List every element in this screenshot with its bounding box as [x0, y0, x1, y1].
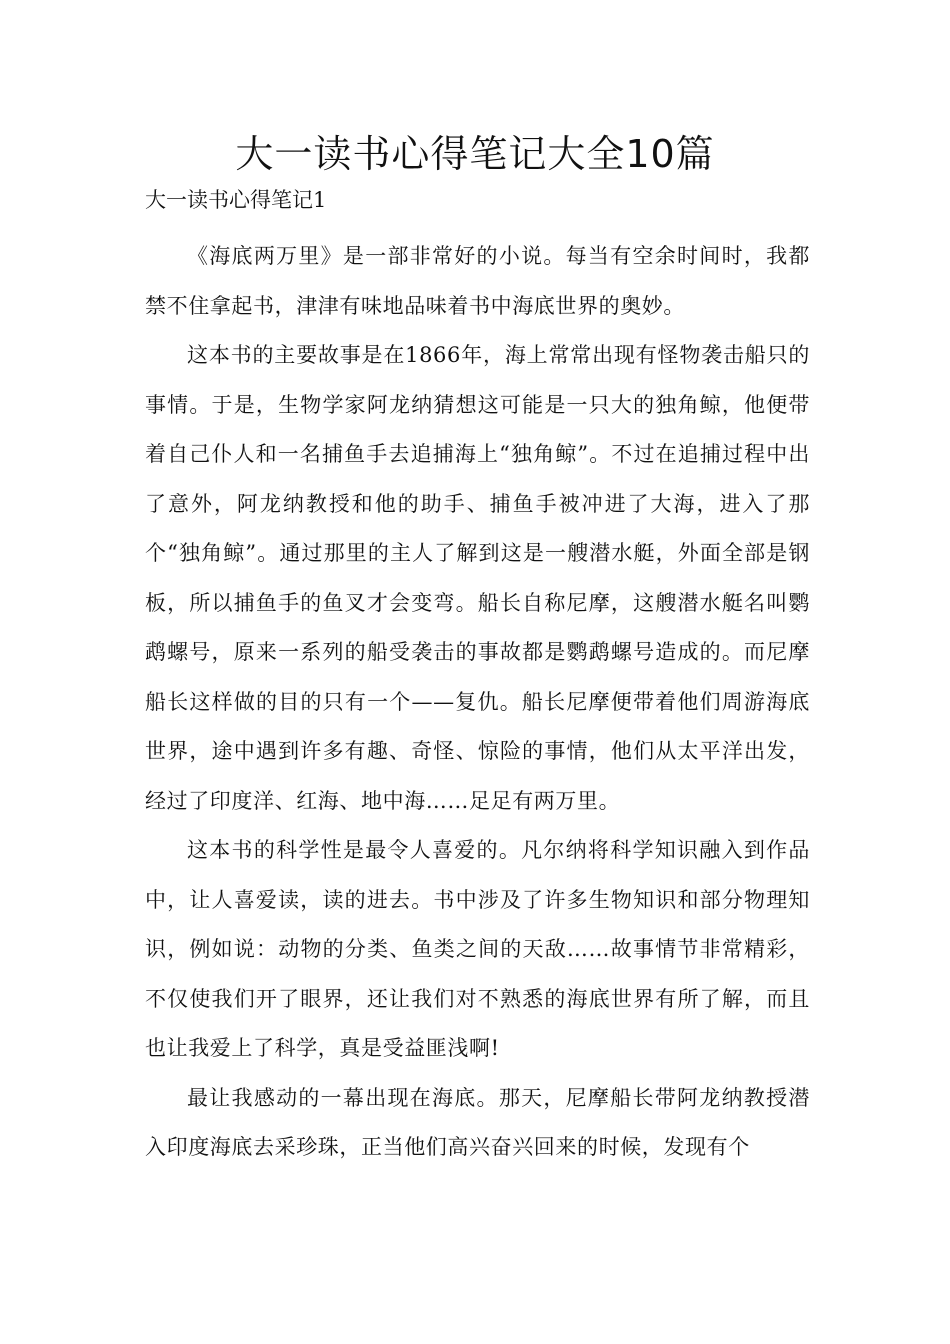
paragraph: 《海底两万里》是一部非常好的小说。每当有空余时间时，我都禁不住拿起书，津津有味地品味着书中海底世界的奥妙。 [145, 244, 810, 318]
section-heading: 大一读书心得笔记1 [145, 188, 327, 212]
paragraph: 这本书的科学性是最令人喜爱的。凡尔纳将科学知识融入到作品中，让人喜爱读，读的进去。书中涉及了许多生物知识和部分物理知识，例如说：动物的分类、鱼类之间的天敌……故事情节非常精彩，不仅使我们开了眼界，还让我们对不熟悉的海底世界有所了解，而且也让我爱上了科学，真是受益匪浅啊! [145, 838, 810, 1060]
paragraph: 这本书的主要故事是在1866年，海上常常出现有怪物袭击船只的事情。于是，生物学家阿龙纳猜想这可能是一只大的独角鲸，他便带着自己仆人和一名捕鱼手去追捕海上“独角鲸”。不过在追捕过程中出了意外，阿龙纳教授和他的助手、捕鱼手被冲进了大海，进入了那个“独角鲸”。通过那里的主人了解到这是一艘潜水艇，外面全部是钢板，所以捕鱼手的鱼叉才会变弯。船长自称尼摩，这艘潜水艇名叫鹦鹉螺号，原来一系列的船受袭击的事故都是鹦鹉螺号造成的。而尼摩船长这样做的目的只有一个——复仇。船长尼摩便带着他们周游海底世界，途中遇到许多有趣、奇怪、惊险的事情，他们从太平洋出发，经过了印度洋、红海、地中海……足足有两万里。 [145, 343, 810, 813]
paragraph: 最让我感动的一幕出现在海底。那天，尼摩船长带阿龙纳教授潜入印度海底去采珍珠，正当他们高兴奋兴回来的时候，发现有个 [145, 1085, 810, 1159]
document-body [145, 232, 810, 1173]
document-title: 大一读书心得笔记大全10篇 [235, 132, 715, 176]
